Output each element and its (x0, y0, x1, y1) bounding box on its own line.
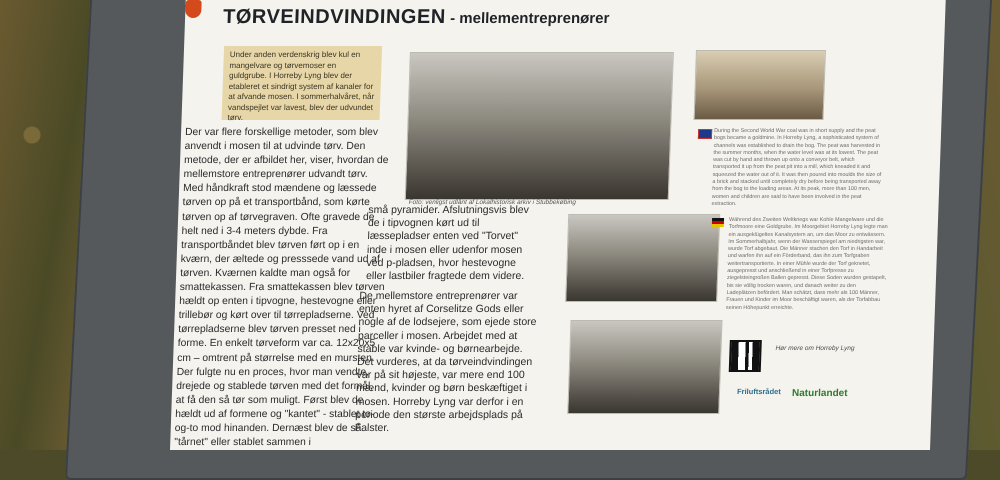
information-board (170, 0, 946, 450)
naturlandet-logo: Naturlandet (791, 388, 848, 399)
friluftsraadet-logo: Friluftsrådet (736, 387, 781, 396)
body-text-column-1: Der var flere forskellige metoder, som blev anvendt i mosen til at udvinde tørv. Den metode, der er afbildet her, viser, hvordan de mellemstore entreprenører udvandt tørv. Med håndkraft stod mændene og læssede tørven op på et transportbånd, som kørte tørven op af tørvegraven. Ofte gravede de helt ned i 3-4 meters dybde. Fra transportbåndet blev tørven ført op i en kværn, der æltede og presssede vand ud af tørven. Kværnen kaldte man også for smattekassen. Fra smattekassen blev tørven hældt op enten i tipvogne, hestevogne eller trillebør og kørt over til tørrepladserne. Ved tørrepladserne blev tørven presset ned i forme. En enkelt tørveform var ca. 12x20x5 cm – omtrent på størrelse med en mursten. Der fulgte nu en proces, hvor man vendte, drejede og stablede tørven med det formål, at få den så tør som muligt. Først blev de hældt ud af formene og "kantet" - stablet to-og-to mod hinanden. Dernæst blev de så "tårnet" eller stablet sammen i (174, 127, 389, 449)
historic-photo-conveyor (567, 320, 722, 414)
german-flag-icon (712, 218, 724, 227)
historic-photo-wagon (565, 214, 720, 302)
intro-box: Under anden verdenskrig blev kul en mangelvare og tørvemoser en guldgrube. I Horreby Lyng blev der etableret et sindrigt system af kanaler for at afvande mosen. I sommerhalvåret, når vandspejlet var lavest, blev der udvundet tørv. (222, 46, 383, 120)
municipality-crest-icon (185, 0, 202, 18)
photo-caption: Foto: venligst udlånt af Lokalhistorisk arkiv i Stubbekøbing (408, 199, 577, 206)
historic-photo-workers (405, 52, 674, 200)
english-text: During the Second World War coal was in short supply and the peat bogs became a goldmine. In Horreby Lyng, a sophisticated system of channels was established to drain the bog. The peat was harvested in the summer months, when the water level was at its lowest. The peat was cut by hand and thrown up onto a conveyor belt, which transported it up from the peat pit into a mill, which kneaded it and squeezed the water out of it. It was then poured into moulds the size of a brick and stacked until completely dry before being transported away from the bog to the loading areas. At its peak, more than 100 men, women and children are said to have been involved in the peat extraction. (711, 128, 882, 207)
sign-title (223, 6, 610, 29)
historic-photo-peat-field (694, 50, 826, 120)
sign-title-sub: - mellementreprenører (449, 10, 610, 27)
sign-title-main: TØRVEINDVINDINGEN (222, 6, 447, 28)
qr-caption: Hør mere om Horreby Lyng (775, 345, 855, 352)
german-text: Während des Zweiten Weltkriegs war Kohle Mangelware und die Torfmoore eine Goldgrube. Im Moorgebiet Horreby Lyng legte man ein ausgeklügeltes Kanalsystem an, um das Moor zu entwässern. Im Sommerhalbjahr, wenn der Wasserspiegel am niedrigsten war, wurde Torf abgebaut. Die Männer stachen den Torf in Handarbeit und warfen ihn auf ein Förderband, das ihn zum Torfgraben weitertransportierte. In einer Mühle wurde der Torf geknetet, ausgepresst und anschließend in einer Torfpresse zu ziegelsteingroßen Ballen gepresst. Diese Soden wurden gestapelt, bis sie völlig trocken waren, und danach weiter zu den Ladeplätzen befördert. Man schätzt, dass mehr als 100 Männer, Frauen und Kinder im Moor beschäftigt waren, als der Torfabbau seinen Höhepunkt erreichte. (725, 217, 888, 311)
uk-flag-icon (698, 129, 712, 139)
body-text-column-2b: De mellemstore entreprenører var enten hyret af Corselitze Gods eller nogle af de lodsejere, som ejede store parceller i mosen. Arbejdet med at stable var kvinde- og børnearbejde. Det vurderes, at da tørveindvindingen var på sit højeste, var mere end 100 mænd, kvinder og børn beskæftiget i mosen. Horreby Lyng var derfor i en periode den største arbejdsplads på Falster. (354, 290, 537, 435)
body-text-column-2: små pyramider. Afslutningsvis blev de i tipvognen kørt ud til læssepladser enten ved "Torvet" inde i mosen eller udenfor mosen ved p-pladsen, hvor hestevogne eller lastbiler fragtede dem videre. (365, 204, 530, 283)
qr-code-icon[interactable] (729, 340, 762, 372)
